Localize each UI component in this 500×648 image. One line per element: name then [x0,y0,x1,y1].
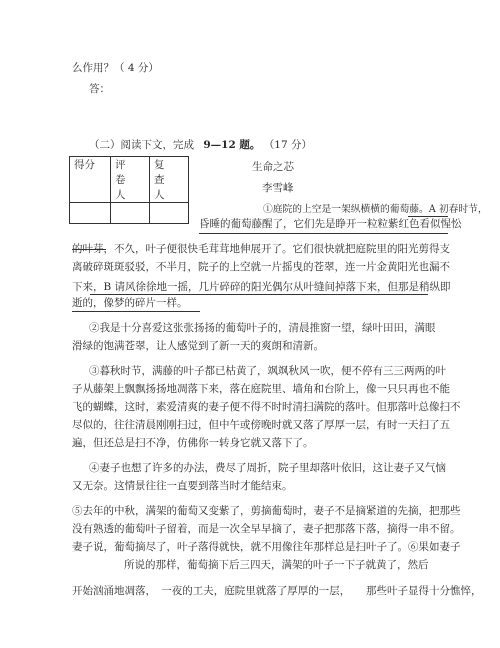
article-line: 下来，B 请风徐徐地一摇，几片碎碎的阳光偶尔从叶缝间掉落下来，但那是稍纵即 [72,281,451,293]
article-line: 子从藤架上飘飘扬扬地凋落下来，落在庭院里、墙角和台阶上，像一只只再也不能 [72,383,450,395]
article-line: 逝的，像梦的碎片一样。 [72,297,188,309]
article-line: 妻子说，葡萄摘尽了，叶子落得就快，就不用像往年那样总是扫叶子了。⑥果如妻子 [72,541,461,553]
article-line: ①庭院的上空是一架纵横横的葡萄藤。A 初春时节， [263,204,488,215]
handwritten-strike [72,249,106,250]
grader-cell[interactable] [111,203,150,224]
article-line: 离破碎斑斑驳驳，不半月，院子的上空就一片摇曳的苍翠，连一片金黄阳光也漏不 [72,261,450,273]
article-line: 遍，但还总是扫不净，仿佛你一转身它就又落下了。 [72,437,314,449]
article-line: 飞的蝴蝶，这时，素爱清爽的妻子便不得不时时清扫满院的落叶。但那落叶总像扫不 [72,401,461,413]
article-author: 李雪峰 [262,182,294,194]
handwritten-underline [72,311,200,312]
reviewer-cell[interactable] [150,203,189,224]
article-line: ⑤去年的中秋，满架的葡萄又变紫了，剪摘葡萄时，妻子不是摘紧道的先摘，把那些 [72,505,461,517]
article-title: 生命之芯 [252,161,294,173]
article-line: ③暮秋时节，满藤的叶子都已枯黄了，飒飒秋风一吹，便不停有三三两两的叶 [89,365,446,377]
article-line: 又无奈。这情景往往一直要到落当时才能结束。 [72,480,293,492]
answer-label: 答： [89,83,110,95]
question-tail: 么作用？（ 4 分） [72,62,159,74]
article-line: ②我是十分喜爱这张张扬扬的葡萄叶子的，清晨推窗一望，绿叶田田，满眼 [89,322,436,334]
score-table [69,156,189,224]
article-line: ④妻子也想了许多的办法，费尽了周折，院子里却落叶依旧，这让妻子又气恼 [89,462,446,474]
article-line: 没有熟透的葡萄叶子留着，而是一次全早早摘了，妻子把那落下落，摘得一串不留。 [72,523,461,535]
article-line: 开始汹涌地凋落， 一夜的工夫，庭院里就落了厚厚的一层， 那些叶子显得十分憔悴， [72,585,482,597]
article-line: 所说的那样，葡萄摘下后三四天，满架的叶子一下子就黄了，然后 [124,559,429,571]
score-col-reviewer: 复 查 人 [150,157,189,203]
article-line: 尽似的，往往清晨刚刚扫过，但中午或傍晚时就又落了厚厚一层，有时一天扫了五 [72,419,450,431]
score-col-score: 得分 [70,157,111,203]
article-line: 滑绿的饱满苍翠，让人感觉到了新一天的爽朗和清新。 [72,340,324,352]
article-line: 的叶芽，不久，叶子便很快毛茸茸地伸展开了。它们很快就把庭院里的阳光剪得支 [72,243,450,255]
handwritten-underline [199,233,448,234]
section-header-points: （17 分） [263,139,312,151]
article-line: 昏睡的葡萄藤醒了，它们先是睁开一粒粒紫红色看似惺忪 [199,218,462,230]
score-cell[interactable] [70,203,111,224]
handwritten-underline [90,294,428,295]
score-col-grader: 评 卷 人 [111,157,150,203]
section-header-prefix: （二）阅读下文，完成 [89,139,194,151]
section-header [89,138,312,152]
section-header-range: 9—12 题。 [203,139,261,151]
